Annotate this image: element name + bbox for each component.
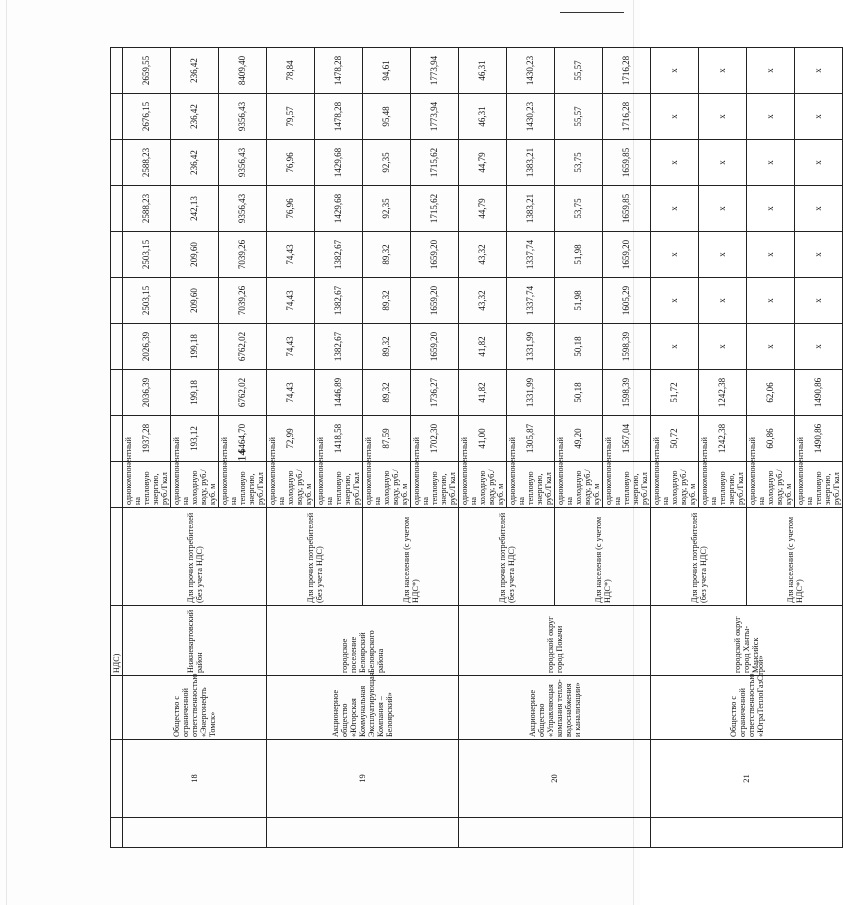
tariff-value: 193,12	[171, 416, 219, 462]
consumer-group: Для прочих потребителей (без учета НДС)	[123, 508, 267, 606]
tariff-value: 72,99	[267, 416, 315, 462]
tariff-value: 2026,39	[123, 324, 171, 370]
tariff-value: 50,18	[555, 370, 603, 416]
tariff-value: 1382,67	[315, 232, 363, 278]
tariff-value: 74,43	[267, 324, 315, 370]
tariff-unit: однокомпонентный на холодную воду, руб./куб. м	[651, 462, 699, 508]
tariff-unit: однокомпонентный на тепловую энергию, руб./Гкал	[795, 462, 843, 508]
tariff-value: 6762,02	[219, 370, 267, 416]
tariff-value: x	[747, 186, 795, 232]
tariff-value: 1430,23	[507, 94, 555, 140]
tariff-value: 1598,39	[603, 324, 651, 370]
tariff-value: 89,32	[363, 370, 411, 416]
tariff-value: 1659,85	[603, 186, 651, 232]
tariff-unit: однокомпонентный на холодную воду, руб./куб. м	[363, 462, 411, 508]
tariff-value: x	[651, 278, 699, 324]
table-row	[123, 48, 171, 848]
tariff-value: x	[699, 324, 747, 370]
tariff-value: 1715,62	[411, 186, 459, 232]
corner-mark	[560, 12, 624, 13]
empty-cell	[459, 818, 651, 848]
tariff-value: 1659,20	[411, 278, 459, 324]
organization-name: Акционерное общество «Югорская Коммунальная Эксплуатирующая Компания – Белоярский»	[267, 676, 459, 740]
consumer-group: Для прочих потребителей (без учета НДС)	[267, 508, 363, 606]
tariff-value: 7039,26	[219, 232, 267, 278]
table-row	[651, 48, 699, 848]
empty-cell	[267, 818, 459, 848]
tariff-value: x	[651, 94, 699, 140]
tariff-value: x	[699, 278, 747, 324]
tariff-value: 46,31	[459, 48, 507, 94]
tariff-unit: однокомпонентный на тепловую энергию, руб./Гкал	[507, 462, 555, 508]
tariff-value: 2036,39	[123, 370, 171, 416]
tariff-value: 1305,87	[507, 416, 555, 462]
tariff-value: x	[651, 186, 699, 232]
tariff-value: 41,82	[459, 370, 507, 416]
tariff-unit: однокомпонентный на тепловую энергию, руб./Гкал	[699, 462, 747, 508]
tariff-value: 1659,85	[603, 140, 651, 186]
tariff-value: 2503,15	[123, 232, 171, 278]
tariff-value: 1490,86	[795, 416, 843, 462]
tariff-value: x	[795, 48, 843, 94]
tariff-value: 78,84	[267, 48, 315, 94]
tariff-value: 95,48	[363, 94, 411, 140]
tariff-value: 41,00	[459, 416, 507, 462]
tariff-value: 74,43	[267, 232, 315, 278]
tariff-value: 6464,70	[219, 416, 267, 462]
tariff-value: 1429,68	[315, 186, 363, 232]
tariff-unit: однокомпонентный на тепловую энергию, руб./Гкал	[315, 462, 363, 508]
tariff-value: 2588,23	[123, 140, 171, 186]
tariff-value: 1490,86	[795, 370, 843, 416]
tariff-unit: однокомпонентный на тепловую энергию, руб./Гкал	[411, 462, 459, 508]
tariff-value: 1605,29	[603, 278, 651, 324]
tariff-value: 2588,23	[123, 186, 171, 232]
tariff-value: 74,43	[267, 370, 315, 416]
nds-fragment: НДС)	[111, 606, 123, 676]
tariff-value: 1242,38	[699, 416, 747, 462]
tariff-unit: однокомпонентный на холодную воду, руб./куб. м	[459, 462, 507, 508]
tariff-value: 1773,94	[411, 48, 459, 94]
tariff-value: 1337,74	[507, 232, 555, 278]
tariff-value: 1478,28	[315, 48, 363, 94]
tariff-value: 1429,68	[315, 140, 363, 186]
tariff-value: 44,79	[459, 140, 507, 186]
tariff-value: 1242,38	[699, 370, 747, 416]
tariff-value: x	[699, 94, 747, 140]
tariff-value: 89,32	[363, 232, 411, 278]
territory-name: городское поселение Белоярский Белоярского района	[267, 606, 459, 676]
tariff-value: 76,96	[267, 140, 315, 186]
tariff-value: x	[699, 186, 747, 232]
tariff-unit: однокомпонентный на тепловую энергию, руб./Гкал	[603, 462, 651, 508]
tariff-value: 1478,28	[315, 94, 363, 140]
tariff-value: 46,31	[459, 94, 507, 140]
tariff-value: x	[651, 140, 699, 186]
tariff-value: 1331,99	[507, 370, 555, 416]
territory-name: городской округ город Покачи	[459, 606, 651, 676]
tariff-value: 236,42	[171, 140, 219, 186]
tariff-value: x	[795, 94, 843, 140]
tariff-value: 199,18	[171, 324, 219, 370]
tariff-value: x	[699, 140, 747, 186]
tariff-value: 236,42	[171, 94, 219, 140]
tariff-value: 1937,28	[123, 416, 171, 462]
row-number: 20	[459, 740, 651, 818]
tariff-value: 236,42	[171, 48, 219, 94]
tariff-value: 55,57	[555, 94, 603, 140]
page-number: 14	[234, 449, 249, 462]
tariff-value: 62,06	[747, 370, 795, 416]
tariff-value: x	[651, 324, 699, 370]
tariff-value: 44,79	[459, 186, 507, 232]
tariff-value: 51,72	[651, 370, 699, 416]
tariff-value: 1382,67	[315, 278, 363, 324]
tariff-value: 1383,21	[507, 140, 555, 186]
tariff-value: 209,60	[171, 232, 219, 278]
tariff-value: 199,18	[171, 370, 219, 416]
tariff-value: x	[651, 48, 699, 94]
tariff-value: 1659,20	[603, 232, 651, 278]
tariff-value: 9356,43	[219, 186, 267, 232]
tariff-value: x	[747, 94, 795, 140]
table-body	[111, 48, 843, 848]
tariff-value: 1702,30	[411, 416, 459, 462]
table-row	[267, 48, 315, 848]
tariff-value: 49,20	[555, 416, 603, 462]
tariff-value: 50,72	[651, 416, 699, 462]
row-number: 19	[267, 740, 459, 818]
tariff-unit: однокомпонентный на тепловую энергию, руб./Гкал	[219, 462, 267, 508]
tariff-value: 41,82	[459, 324, 507, 370]
tariff-value: 1598,39	[603, 370, 651, 416]
table-row	[111, 48, 123, 848]
tariff-value: 55,57	[555, 48, 603, 94]
tariff-value: 1716,28	[603, 48, 651, 94]
tariff-value: x	[795, 140, 843, 186]
consumer-group: Для населения (с учетом НДС*)	[555, 508, 651, 606]
tariff-value: 7039,26	[219, 278, 267, 324]
tariff-value: 89,32	[363, 278, 411, 324]
tariff-value: 50,18	[555, 324, 603, 370]
tariff-value: 60,86	[747, 416, 795, 462]
tariff-value: 209,60	[171, 278, 219, 324]
tariff-value: x	[747, 232, 795, 278]
tariff-value: x	[795, 324, 843, 370]
territory-name: Нижневартовский район	[123, 606, 267, 676]
tariff-value: 1331,99	[507, 324, 555, 370]
consumer-group: Для населения (с учетом НДС*)	[363, 508, 459, 606]
tariff-table	[110, 47, 843, 848]
tariff-value: 6762,02	[219, 324, 267, 370]
tariff-value: 2659,55	[123, 48, 171, 94]
organization-name: Общество с ограниченной ответственностью «ЮграТеплоГазСтрой»	[651, 676, 843, 740]
organization-name: Общество с ограниченной ответственностью «Энергонефть Томск»	[123, 676, 267, 740]
consumer-group: Для прочих потребителей (без учета НДС)	[651, 508, 747, 606]
territory-name: городской округ город Ханты-Мансийск	[651, 606, 843, 676]
tariff-value: x	[699, 232, 747, 278]
tariff-value: 43,32	[459, 232, 507, 278]
tariff-value: 92,35	[363, 140, 411, 186]
scan-edge-left	[6, 0, 7, 905]
row-number: 21	[651, 740, 843, 818]
tariff-value: 87,59	[363, 416, 411, 462]
tariff-value: 1567,04	[603, 416, 651, 462]
tariff-value: 94,61	[363, 48, 411, 94]
tariff-value: x	[795, 186, 843, 232]
tariff-value: 1337,74	[507, 278, 555, 324]
tariff-value: 51,98	[555, 278, 603, 324]
tariff-value: 9356,43	[219, 140, 267, 186]
tariff-value: 1659,20	[411, 324, 459, 370]
tariff-value: 1716,28	[603, 94, 651, 140]
tariff-unit: однокомпонентный на холодную воду, руб./куб. м	[171, 462, 219, 508]
tariff-value: 51,98	[555, 232, 603, 278]
tariff-unit: однокомпонентный на холодную воду, руб./куб. м	[747, 462, 795, 508]
tariff-value: 8409,40	[219, 48, 267, 94]
tariff-value: 2503,15	[123, 278, 171, 324]
tariff-value: x	[795, 232, 843, 278]
tariff-value: 1446,89	[315, 370, 363, 416]
organization-name: Акционерное общество «Управляющая компания тепло-водоснабжения и канализации»	[459, 676, 651, 740]
tariff-value: x	[747, 278, 795, 324]
rotated-table-wrapper	[110, 48, 841, 848]
tariff-value: 1715,62	[411, 140, 459, 186]
tariff-value: 53,75	[555, 186, 603, 232]
tariff-value: 1659,20	[411, 232, 459, 278]
tariff-value: 242,13	[171, 186, 219, 232]
tariff-value: x	[747, 48, 795, 94]
tariff-value: x	[795, 278, 843, 324]
tariff-value: 76,96	[267, 186, 315, 232]
consumer-group: Для прочих потребителей (без учета НДС)	[459, 508, 555, 606]
tariff-value: 92,35	[363, 186, 411, 232]
empty-cell	[651, 818, 843, 848]
tariff-value: 1382,67	[315, 324, 363, 370]
row-number: 18	[123, 740, 267, 818]
tariff-value: x	[747, 324, 795, 370]
tariff-unit: однокомпонентный на тепловую энергию, руб./Гкал	[123, 462, 171, 508]
tariff-value: 1736,27	[411, 370, 459, 416]
tariff-value: 2676,15	[123, 94, 171, 140]
tariff-value: 1383,21	[507, 186, 555, 232]
tariff-value: 53,75	[555, 140, 603, 186]
table-row	[459, 48, 507, 848]
tariff-value: x	[651, 232, 699, 278]
tariff-value: x	[747, 140, 795, 186]
consumer-group: Для населения (с учетом НДС*)	[747, 508, 843, 606]
tariff-value: 9356,43	[219, 94, 267, 140]
tariff-value: 74,43	[267, 278, 315, 324]
empty-cell	[123, 818, 267, 848]
tariff-unit: однокомпонентный на холодную воду, руб./куб. м	[267, 462, 315, 508]
tariff-value: x	[699, 48, 747, 94]
tariff-value: 89,32	[363, 324, 411, 370]
tariff-value: 79,57	[267, 94, 315, 140]
tariff-unit: однокомпонентный на холодную воду, руб./куб. м	[555, 462, 603, 508]
tariff-value: 43,32	[459, 278, 507, 324]
tariff-value: 1418,58	[315, 416, 363, 462]
tariff-value: 1773,94	[411, 94, 459, 140]
tariff-value: 1430,23	[507, 48, 555, 94]
